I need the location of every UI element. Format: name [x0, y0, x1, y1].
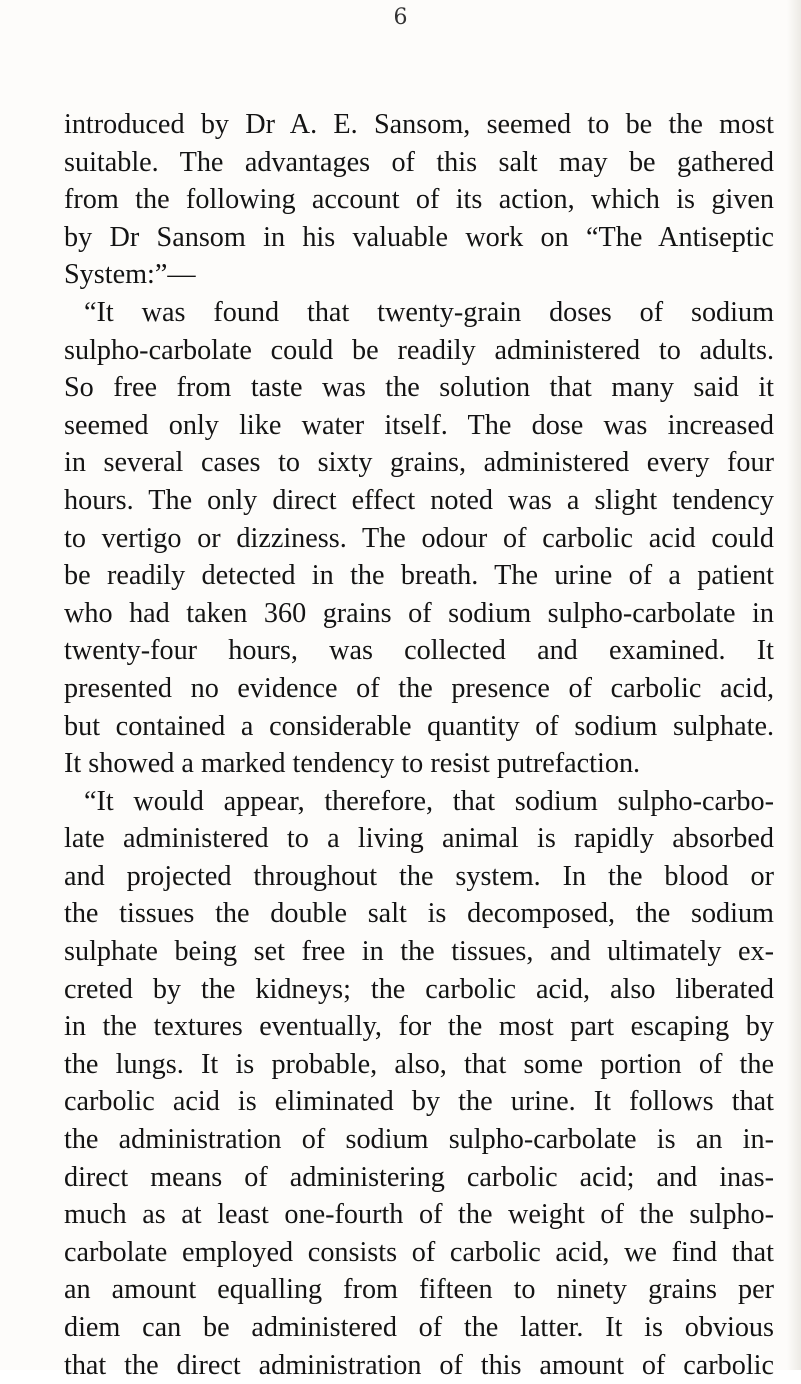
- text-line: but contained a considerable quantity of sodium sulphate.: [64, 710, 774, 742]
- page-edge-shadow: [787, 0, 801, 1370]
- text-line: carbolate employed consists of carbolic acid, we find that: [64, 1236, 774, 1268]
- text-line: from the following account of its action, which is given: [64, 184, 774, 216]
- text-line: It showed a marked tendency to resist putrefaction.: [64, 748, 641, 780]
- text-line: suitable. The advantages of this salt may be gathered: [64, 146, 774, 178]
- text-line: So free from taste was the solution that many said it: [64, 372, 774, 404]
- text-line: an amount equalling from fifteen to ninety grains per: [64, 1274, 774, 1306]
- text-line: introduced by Dr A. E. Sansom, seemed to be the most: [64, 109, 774, 140]
- text-line: late administered to a living animal is rapidly absorbed: [64, 823, 774, 855]
- text-line: twenty-four hours, was collected and examined. It: [64, 635, 774, 667]
- text-line: that the direct administration of this amount of carbolic: [64, 1349, 774, 1381]
- body-text: [64, 106, 774, 1384]
- text-line: by Dr Sansom in his valuable work on “The Antiseptic: [64, 221, 774, 253]
- text-line: presented no evidence of the presence of carbolic acid,: [64, 672, 774, 704]
- text-line: the lungs. It is probable, also, that some portion of the: [64, 1048, 774, 1080]
- text-line: in several cases to sixty grains, administered every four: [64, 447, 774, 479]
- text-line: “It was found that twenty-grain doses of sodium: [84, 296, 774, 328]
- text-line: “It would appear, therefore, that sodium sulpho-carbo-: [84, 785, 774, 817]
- text-line: System:”—: [64, 259, 196, 291]
- text-line: seemed only like water itself. The dose was increased: [64, 409, 774, 441]
- text-line: direct means of administering carbolic acid; and inas-: [64, 1161, 774, 1193]
- text-line: the administration of sodium sulpho-carbolate is an in-: [64, 1124, 774, 1156]
- text-line: who had taken 360 grains of sodium sulpho-carbolate in: [64, 597, 774, 629]
- text-line: and projected throughout the system. In the blood or: [64, 860, 774, 892]
- text-line: the tissues the double salt is decomposed, the sodium: [64, 898, 774, 930]
- page-number: 6: [393, 5, 408, 30]
- text-line: creted by the kidneys; the carbolic acid, also liberated: [64, 973, 774, 1005]
- text-line: much as at least one-fourth of the weight of the sulpho-: [64, 1199, 774, 1231]
- text-line: diem can be administered of the latter. It is obvious: [64, 1312, 774, 1343]
- text-line: to vertigo or dizziness. The odour of carbolic acid could: [64, 522, 774, 554]
- text-line: hours. The only direct effect noted was a slight tendency: [64, 484, 774, 516]
- text-line: in the textures eventually, for the most part escaping by: [64, 1011, 774, 1043]
- text-line: be readily detected in the breath. The urine of a patient: [64, 560, 774, 592]
- text-line: sulphate being set free in the tissues, and ultimately ex-: [64, 936, 774, 968]
- text-line: sulpho-carbolate could be readily administered to adults.: [64, 334, 774, 366]
- text-line: carbolic acid is eliminated by the urine. It follows that: [64, 1086, 774, 1118]
